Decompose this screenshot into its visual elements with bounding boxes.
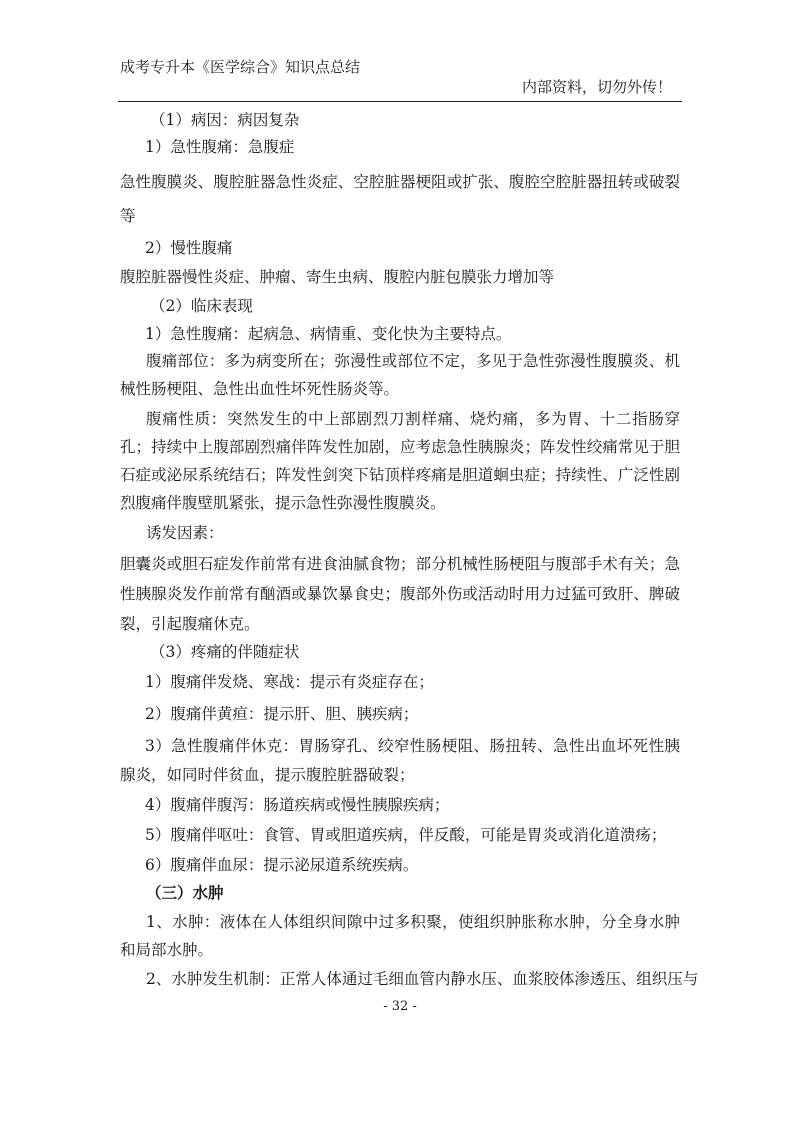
paragraph: 2）慢性腹痛 (145, 239, 233, 257)
section-heading: （三）水肿 (146, 883, 224, 902)
paragraph: 腹痛性质：突然发生的中上部剧烈刀割样痛、烧灼痛，多为胃、十二指肠穿孔；持续中上腹部剧烈痛伴阵发性加剧，应考虑急性胰腺炎；阵发性绞痛常见于胆石症或泌尿系统结石；阵发性剑突下钻顶样疼痛是胆道蛔虫症；持续性、广泛性剧烈腹痛伴腹壁肌紧张，提示急性弥漫性腹膜炎。 (120, 410, 680, 512)
paragraph: （1）病因：病因复杂 (150, 111, 300, 129)
paragraph: 胆囊炎或胆石症发作前常有进食油腻食物；部分机械性肠梗阻与腹部手术有关；急性胰腺炎发作前常有酗酒或暴饮暴食史；腹部外伤或活动时用力过猛可致肝、脾破裂，引起腹痛休克。 (120, 555, 680, 633)
header-notice: 内部资料，切勿外传！ (521, 78, 672, 96)
paragraph: 2、水肿发生机制：正常人体通过毛细血管内静水压、血浆胶体渗透压、组织压与 (146, 970, 699, 988)
paragraph: 诱发因素： (146, 524, 224, 542)
paragraph: 4）腹痛伴腹泻：肠道疾病或慢性胰腺疾病； (145, 796, 450, 814)
paragraph: （3）疼痛的伴随症状 (150, 643, 300, 661)
paragraph: 5）腹痛伴呕吐：食管、胃或胆道疾病，伴反酸，可能是胃炎或消化道溃疡； (145, 826, 667, 844)
paragraph: 腹痛部位：多为病变所在；弥漫性或部位不定，多见于急性弥漫性腹膜炎、机械性肠梗阻、急性出血性坏死性肠炎等。 (120, 352, 680, 398)
header-rule (118, 101, 682, 102)
paragraph: （2）临床表现 (150, 297, 253, 315)
paragraph: 1）腹痛伴发烧、寒战：提示有炎症存在； (145, 673, 434, 691)
paragraph: 1）急性腹痛：起病急、病情重、变化快为主要特点。 (145, 325, 512, 343)
paragraph: 急性腹膜炎、腹腔脏器急性炎症、空腔脏器梗阻或扩张、腹腔空腔脏器扭转或破裂等 (120, 173, 680, 225)
paragraph: 6）腹痛伴血尿：提示泌尿道系统疾病。 (145, 856, 419, 874)
header-title: 成考专升本《医学综合》知识点总结 (120, 58, 361, 76)
paragraph: 2）腹痛伴黄疸：提示肝、胆、胰疾病； (145, 705, 419, 723)
paragraph: 1、水肿：液体在人体组织间隙中过多积聚，使组织肿胀称水肿，分全身水肿和局部水肿。 (120, 913, 680, 959)
page-number: - 32 - (383, 999, 417, 1014)
paragraph: 3）急性腹痛伴休克：胃肠穿孔、绞窄性肠梗阻、肠扭转、急性出血坏死性胰腺炎，如同时伴贫血，提示腹腔脏器破裂； (120, 737, 680, 784)
paragraph: 1）急性腹痛：急腹症 (145, 138, 295, 156)
paragraph: 腹腔脏器慢性炎症、肿瘤、寄生虫病、腹腔内脏包膜张力增加等 (120, 268, 555, 286)
